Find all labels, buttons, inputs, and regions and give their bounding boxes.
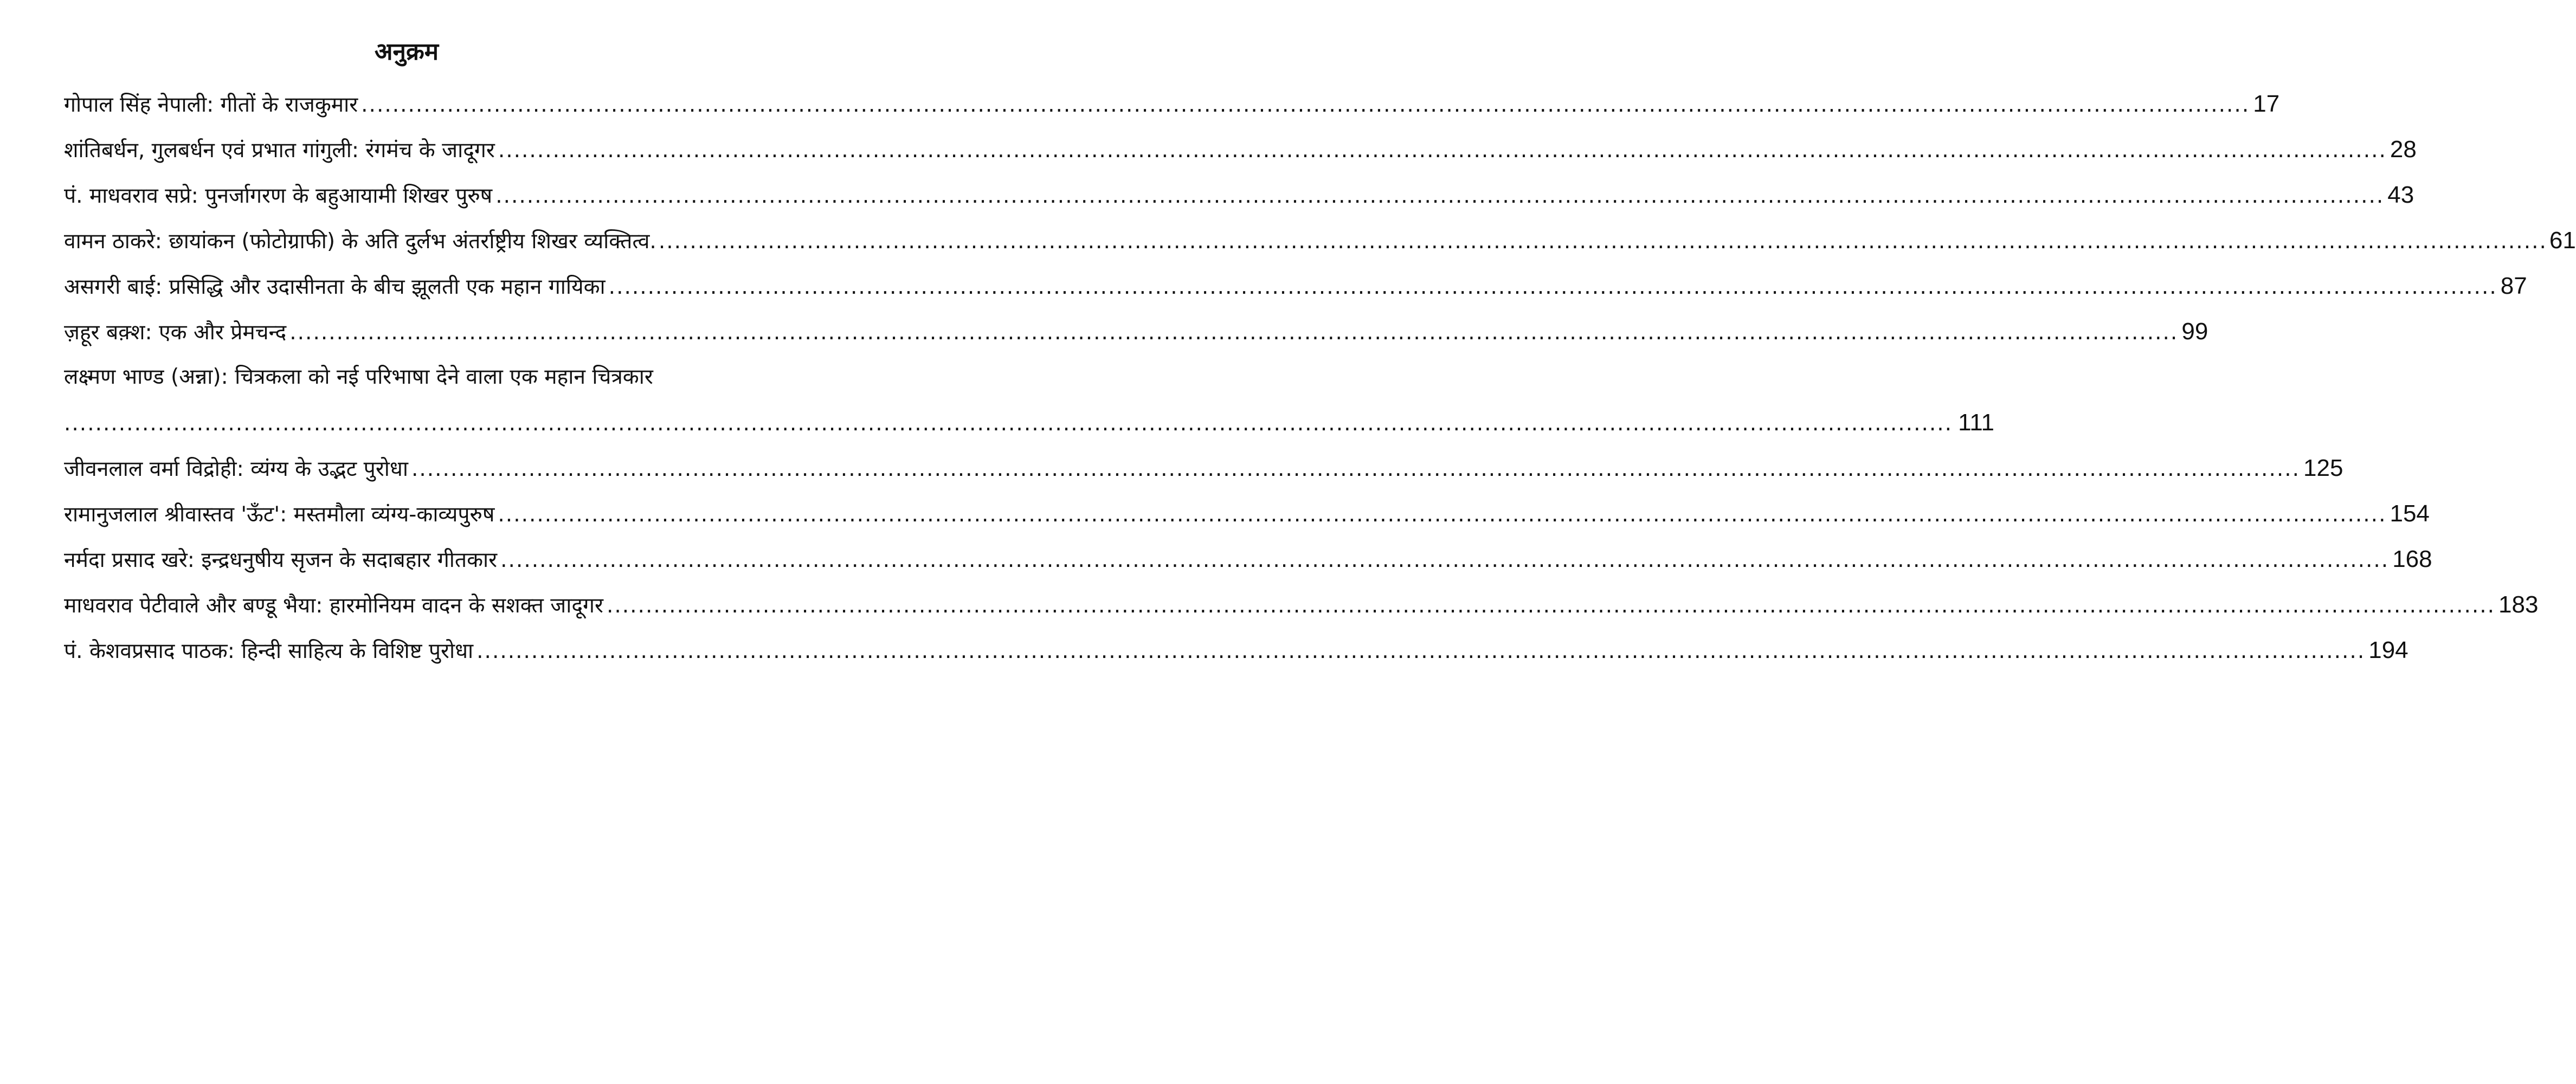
dot-leader <box>361 82 2250 128</box>
toc-entry <box>64 81 2280 127</box>
dot-leader <box>411 447 2300 492</box>
toc-entry <box>64 309 2208 354</box>
toc-entry-title: नर्मदा प्रसाद खरे: इन्द्रधनुषीय सृजन के सदाबहार गीतकार <box>64 548 498 572</box>
toc-page-number: 154 <box>2390 500 2430 527</box>
dot-leader <box>607 583 2495 629</box>
toc-entry <box>64 172 2414 218</box>
dot-leader <box>495 173 2384 219</box>
toc-entry-title: ज़हूर बक़्श: एक और प्रेमचन्द <box>64 320 287 345</box>
toc-entry <box>64 537 2432 582</box>
toc-entry-title: गोपाल सिंह नेपाली: गीतों के राजकुमार <box>64 93 358 117</box>
toc-page-number: 43 <box>2387 182 2414 208</box>
toc-entry <box>64 628 2408 673</box>
toc-page-number: 28 <box>2390 136 2417 163</box>
dot-leader <box>659 219 2547 264</box>
toc-page-number: 168 <box>2392 546 2432 572</box>
dot-leader <box>498 128 2387 173</box>
toc-entry <box>64 218 2576 263</box>
table-of-contents <box>64 81 2576 673</box>
toc-entry-continuation <box>64 400 1994 446</box>
toc-entry-title: पं. माधवराव सप्रे: पुनर्जागरण के बहुआयामी शिखर पुरुष <box>64 184 493 208</box>
toc-entry-title: माधवराव पेटीवाले और बण्डू भैया: हारमोनियम वादन के सशक्त जादूगर <box>64 593 603 618</box>
toc-entry-title: जीवनलाल वर्मा विद्रोही: व्यंग्य के उद्भट पुरोधा <box>64 457 408 481</box>
toc-entry <box>64 127 2417 172</box>
dot-leader <box>64 401 1953 447</box>
dot-leader <box>498 492 2386 538</box>
toc-entry-title: असगरी बाई: प्रसिद्धि और उदासीनता के बीच झूलती एक महान गायिका <box>64 275 606 299</box>
toc-entry <box>64 446 2343 491</box>
dot-leader <box>476 629 2365 674</box>
page-title: अनुक्रम <box>374 38 439 66</box>
toc-entry <box>64 491 2430 537</box>
toc-entry <box>64 582 2539 628</box>
toc-page-number: 17 <box>2253 91 2280 117</box>
toc-page-number: 194 <box>2368 637 2408 663</box>
toc-page-number: 111 <box>1958 409 1994 436</box>
toc-entry-title: वामन ठाकरे: छायांकन (फोटोग्राफी) के अति दुर्लभ अंतर्राष्ट्रीय शिखर व्यक्तित्व. <box>64 229 656 254</box>
toc-entry-title: लक्ष्मण भाण्ड (अन्ना): चित्रकला को नई परिभाषा देने वाला एक महान चित्रकार <box>64 365 653 389</box>
toc-page-number: 99 <box>2181 318 2208 345</box>
dot-leader <box>609 264 2497 310</box>
toc-entry <box>64 263 2527 309</box>
toc-page-number: 87 <box>2500 273 2527 299</box>
toc-page-number: 61 <box>2549 227 2576 254</box>
dot-leader <box>289 310 2178 356</box>
dot-leader <box>500 538 2389 583</box>
toc-entry-title: रामानुजलाल श्रीवास्तव 'ऊँट': मस्तमौला व्यंग्य-काव्यपुरुष <box>64 502 495 527</box>
toc-entry-title: शांतिबर्धन, गुलबर्धन एवं प्रभात गांगुली: रंगमंच के जादूगर <box>64 138 495 163</box>
toc-entry-title: पं. केशवप्रसाद पाठक: हिन्दी साहित्य के विशिष्ट पुरोधा <box>64 639 474 663</box>
toc-entry <box>64 354 1994 446</box>
toc-page-number: 125 <box>2303 455 2343 481</box>
toc-page-number: 183 <box>2498 591 2539 618</box>
